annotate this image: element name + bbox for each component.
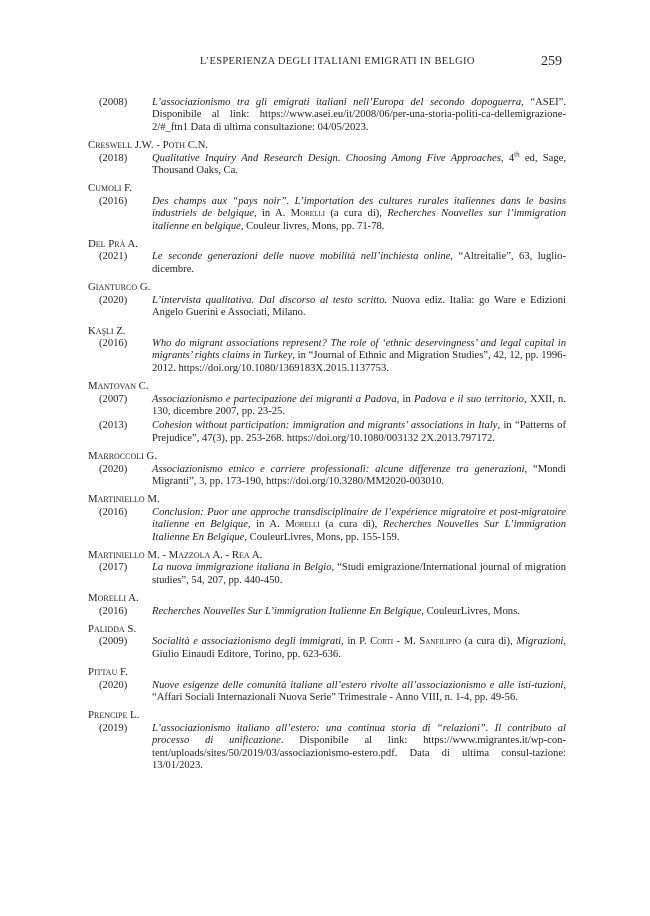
bibliography-entry bbox=[88, 493, 566, 544]
bibliography-list bbox=[88, 97, 566, 778]
entry-work bbox=[88, 251, 566, 276]
entry-year: (2019) bbox=[99, 722, 128, 734]
page-header bbox=[0, 56, 650, 72]
entry-text-segment: , “Mondi Migranti”, 3, pp. 173-190, https://doi.org/10.3280/MM2020-003010. bbox=[152, 463, 566, 487]
entry-author: Gianturco G. bbox=[88, 281, 151, 294]
entry-author: Morelli A. bbox=[88, 592, 139, 605]
entry-text-segment: , CouleurLivres, Mons. bbox=[421, 605, 520, 617]
entry-title-italic: Padova e il suo territorio bbox=[414, 393, 524, 405]
entry-year: (2016) bbox=[99, 506, 128, 518]
entry-year: (2020) bbox=[99, 294, 128, 306]
entry-work bbox=[88, 507, 566, 544]
bibliography-entry bbox=[88, 709, 566, 772]
bibliography-entry bbox=[88, 450, 566, 488]
entry-author: Prencipe L. bbox=[88, 709, 140, 722]
entry-year: (2018) bbox=[99, 152, 128, 164]
entry-title-italic: Socialità e associazionismo degli immigrati bbox=[152, 636, 342, 648]
bibliography-entry bbox=[88, 380, 566, 445]
entry-text-segment: , in A. bbox=[247, 519, 286, 531]
entry-work bbox=[88, 338, 566, 375]
entry-text-segment: , “Affari Sociali Internazionali Nuova Serie” Trimestrale - Anno VIII, n. 1-4, pp. 49-56. bbox=[152, 679, 566, 704]
bibliography-entry bbox=[88, 623, 566, 661]
entry-author: Cumoli F. bbox=[88, 182, 132, 195]
entry-text-segment: Nuova ediz. Italia: go Ware e Edizioni Angelo Guerini e Associati, Milano. bbox=[152, 294, 566, 319]
entry-text-segment: , in A. bbox=[253, 208, 291, 220]
entry-work bbox=[88, 394, 566, 419]
entry-text bbox=[152, 636, 566, 661]
page-number: 259 bbox=[541, 54, 562, 69]
entry-text bbox=[152, 97, 566, 134]
bibliography-entry bbox=[88, 182, 566, 233]
entry-year: (2020) bbox=[99, 679, 128, 691]
entry-author: Pittau F. bbox=[88, 666, 128, 679]
entry-text-segment: , in “Journal of Ethnic and Migration Studies”, 42, 12, pp. 1996-2012. https://doi.org/10.1080/1369183X.2015.1137753. bbox=[152, 350, 566, 374]
entry-text-segment: , XXII, n. 130, dicembre 2007, pp. 23-25. bbox=[152, 393, 566, 417]
entry-title-italic: Recherches Nouvelles sur l’immigration italienne en belgique bbox=[152, 208, 567, 232]
entry-text bbox=[152, 251, 566, 276]
entry-title-italic: Qualitative Inquiry And Research Design. Choosing Among Five Approaches bbox=[152, 152, 501, 164]
entry-work bbox=[88, 606, 566, 618]
bibliography-entry bbox=[88, 592, 566, 618]
bibliography-entry bbox=[88, 549, 566, 587]
entry-title-italic: Des champs aux “pays noir”. L’importation des cultures rurales italiennes dans le basins industriels de belgique bbox=[152, 195, 566, 220]
entry-year: (2013) bbox=[99, 420, 128, 432]
entry-editor-name: Morelli bbox=[290, 208, 325, 220]
entry-text-segment: , Couleur livres, Mons, pp. 71-78. bbox=[240, 220, 385, 232]
entry-work bbox=[88, 196, 566, 233]
entry-title-italic: Le seconde generazioni delle nuove mobilità nell’inchiesta online bbox=[152, 251, 451, 263]
entry-year: (2009) bbox=[99, 636, 128, 648]
entry-text bbox=[152, 507, 566, 544]
entry-year: (2021) bbox=[99, 251, 128, 263]
entry-author: Palidda S. bbox=[88, 623, 137, 636]
entry-text bbox=[152, 464, 566, 489]
entry-year: (2008) bbox=[99, 97, 128, 108]
entry-text-segment: (a cura di), bbox=[461, 636, 517, 648]
entry-title-italic: Recherches Nouvelles Sur L’immigration Italienne En Belgique bbox=[152, 605, 422, 617]
entry-text-segment: , CouleurLivres, Mons, pp. 155-159. bbox=[244, 531, 400, 543]
entry-text bbox=[152, 295, 566, 320]
entry-work bbox=[88, 680, 566, 705]
entry-author: Del Prà A. bbox=[88, 238, 138, 251]
entry-year: (2016) bbox=[99, 337, 128, 349]
entry-text-segment: (a cura di), bbox=[324, 208, 388, 220]
entry-title-italic: Migrazioni bbox=[516, 636, 564, 648]
entry-year: (2017) bbox=[99, 562, 128, 574]
entry-text-segment: , “Studi emigrazione/International journal of migration studies”, 54, 207, pp. 440-450. bbox=[152, 562, 566, 586]
entry-editor-name: Corti bbox=[370, 636, 394, 648]
entry-text bbox=[152, 680, 566, 705]
entry-work bbox=[88, 723, 566, 773]
entry-work bbox=[88, 97, 566, 134]
entry-editor-name: Sanfilippo bbox=[419, 636, 462, 648]
entry-year: (2016) bbox=[99, 195, 128, 207]
entry-title-italic: L’associazionismo italiano all’estero: una continua storia di “relazioni”. Il contributo al processo di unificazione bbox=[152, 722, 566, 747]
entry-author: Martiniello M. bbox=[88, 493, 160, 506]
bibliography-entry bbox=[88, 139, 566, 177]
entry-author: Martiniello M. - Mazzola A. - Rea A. bbox=[88, 549, 263, 561]
entry-work bbox=[88, 562, 566, 587]
bibliography-entry bbox=[88, 666, 566, 704]
bibliography-entry bbox=[88, 325, 566, 376]
entry-text bbox=[152, 150, 567, 178]
entry-text-segment: - M. bbox=[393, 636, 420, 648]
bibliography-entry bbox=[88, 97, 566, 134]
entry-year: (2007) bbox=[99, 393, 128, 405]
entry-title-italic: Cohesion without participation: immigration and migrants’ associations in Italy bbox=[152, 420, 498, 432]
entry-text bbox=[152, 394, 566, 419]
entry-author: Marroccoli G. bbox=[88, 450, 158, 463]
entry-superscript: th bbox=[514, 150, 520, 159]
entry-text bbox=[152, 338, 566, 375]
entry-text bbox=[152, 196, 566, 233]
entry-title-italic: Who do migrant associations represent? The role of ‘ethnic deservingness’ and legal capital in migrants’ rights claims in Turkey bbox=[152, 337, 566, 362]
entry-work bbox=[88, 420, 566, 445]
entry-text bbox=[152, 562, 566, 587]
bibliography-entry bbox=[88, 238, 566, 276]
entry-year: (2020) bbox=[99, 463, 128, 475]
entry-year: (2016) bbox=[99, 605, 128, 617]
entry-title-italic: Conclusion: Puor une approche transdisciplinaire de l’expérience migratoire et post-migratoire italienne en Belgique bbox=[152, 506, 566, 531]
entry-text-segment: , “Altreitalie”, 63, luglio-dicembre. bbox=[152, 251, 566, 275]
running-head: L’ESPERIENZA DEGLI ITALIANI EMIGRATI IN BELGIO bbox=[200, 56, 475, 67]
entry-work bbox=[88, 295, 566, 320]
entry-title-italic: Associazionismo e partecipazione dei migranti a Padova bbox=[152, 393, 397, 405]
entry-title-italic: L’intervista qualitativa. Dal discorso al testo scritto. bbox=[152, 294, 388, 306]
entry-text-segment: , 4 bbox=[500, 152, 515, 164]
entry-work bbox=[88, 636, 566, 661]
entry-title-italic: La nuova immigrazione italiana in Belgio bbox=[152, 562, 332, 574]
entry-editor-name: Morelli bbox=[285, 519, 320, 531]
entry-text-segment: , in “Patterns of Prejudice”, 47(3), pp. 253-268. https://doi.org/10.1080/003132 2X.2013.797172. bbox=[152, 420, 567, 444]
entry-text-segment: , “ASEI”. Disponibile al link: https://www.asei.eu/it/2008/06/per-una-storia-politi-ca-dellemigrazione-2/#_ftn1 Data di ultima consultazione: 04/05/2023. bbox=[152, 97, 567, 133]
entry-text bbox=[152, 723, 566, 773]
entry-author: Kaşli Z. bbox=[88, 324, 126, 337]
entry-author: Mantovan C. bbox=[88, 380, 149, 393]
entry-author: Creswell J.W. - Poth C.N. bbox=[88, 139, 209, 152]
entry-text-segment: , in bbox=[396, 393, 414, 405]
entry-text-segment: . Disponibile al link: https://www.migrantes.it/wp-con-tent/uploads/sites/50/2019/03/associazionismo-estero.pdf. Data di ultima consul-tazione: 13/01/2023. bbox=[152, 735, 566, 772]
entry-title-italic: Recherches Nouvelles Sur L’immigration Italienne En Belgique bbox=[152, 519, 566, 543]
entry-title-italic: L’associazionismo tra gli emigrati italiani nell’Europa del secondo dopoguerra bbox=[152, 97, 522, 108]
bibliography-entry bbox=[88, 281, 566, 319]
entry-text-segment: (a cura di), bbox=[319, 519, 383, 531]
entry-work bbox=[88, 150, 567, 178]
entry-text bbox=[152, 606, 566, 618]
entry-title-italic: Associazionismo etnico e carriere professionali: alcune differenze tra generazioni bbox=[152, 463, 525, 475]
entry-title-italic: Nuove esigenze delle comunità italiane all’estero rivolte all’associazionismo e alle isti-tuzioni bbox=[152, 679, 564, 691]
entry-text-segment: , Giulio Einaudi Editore, Torino, pp. 623-636. bbox=[152, 636, 567, 660]
entry-text-segment: ed, Sage, Thousand Oaks, Ca. bbox=[152, 152, 567, 177]
entry-work bbox=[88, 464, 566, 489]
entry-text-segment: , in P. bbox=[341, 636, 371, 648]
entry-text bbox=[152, 420, 566, 445]
